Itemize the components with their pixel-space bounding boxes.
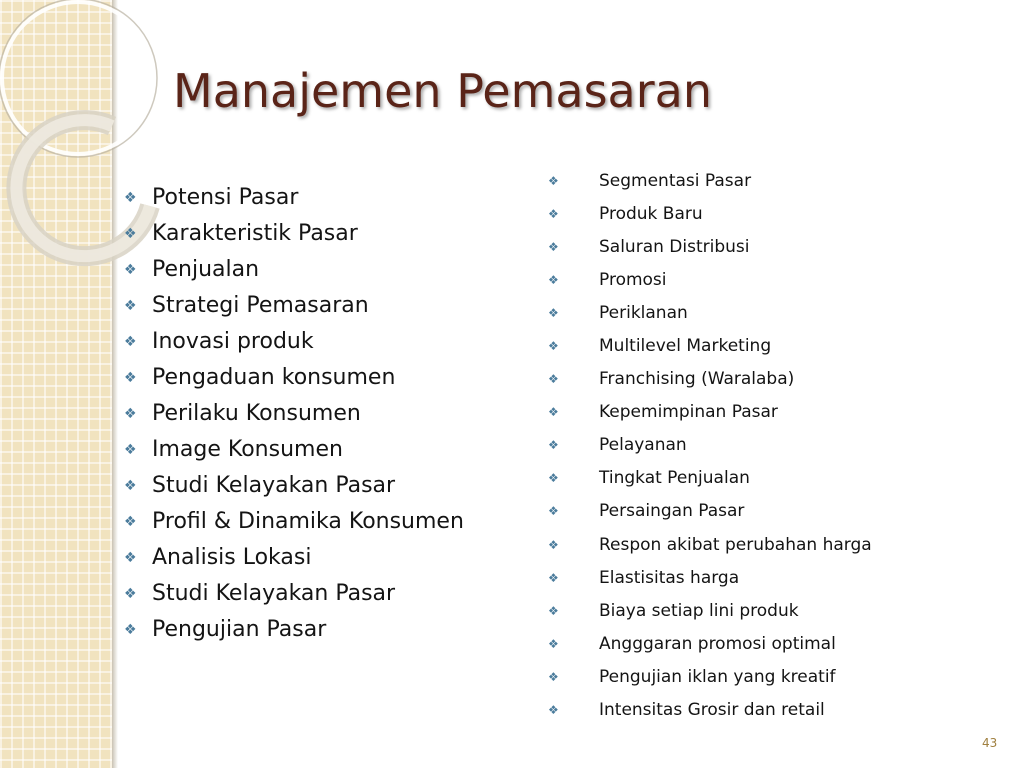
diamond-bullet-icon: ❖: [124, 226, 137, 242]
list-item-label: Promosi: [599, 269, 667, 290]
diamond-bullet-icon: ❖: [124, 514, 137, 530]
list-item-label: Persaingan Pasar: [599, 501, 745, 522]
diamond-bullet-icon: ❖: [124, 190, 137, 206]
list-item: [548, 329, 872, 362]
diamond-bullet-icon: ❖: [548, 504, 559, 519]
diamond-bullet-icon: ❖: [548, 405, 559, 420]
list-item-label: Tingkat Penjualan: [599, 468, 750, 489]
list-item: [548, 296, 872, 329]
list-item: [124, 396, 464, 432]
list-item: [124, 468, 464, 504]
list-item: [124, 324, 464, 360]
list-item-label: Produk Baru: [599, 203, 703, 224]
list-item: [548, 528, 872, 561]
list-item-label: Angggaran promosi optimal: [599, 633, 836, 654]
diamond-bullet-icon: ❖: [548, 703, 559, 718]
list-item: [548, 263, 872, 296]
list-item: [548, 594, 872, 627]
list-item: [124, 216, 464, 252]
diamond-bullet-icon: ❖: [548, 173, 559, 188]
list-item: [548, 627, 872, 660]
list-item-label: Saluran Distribusi: [599, 236, 750, 257]
list-item-label: Pengujian iklan yang kreatif: [599, 666, 836, 687]
diamond-bullet-icon: ❖: [548, 603, 559, 618]
list-item-label: Analisis Lokasi: [152, 545, 312, 570]
list-item-label: Inovasi produk: [152, 329, 314, 354]
list-item: [124, 252, 464, 288]
diamond-bullet-icon: ❖: [548, 372, 559, 387]
list-item-label: Image Konsumen: [152, 437, 343, 462]
list-item: [124, 612, 464, 648]
list-item: [124, 504, 464, 540]
diamond-bullet-icon: ❖: [124, 622, 137, 638]
page-number: 43: [982, 736, 998, 750]
diamond-bullet-icon: ❖: [124, 586, 137, 602]
diamond-bullet-icon: ❖: [548, 669, 559, 684]
list-item-label: Pelayanan: [599, 435, 687, 456]
diamond-bullet-icon: ❖: [548, 471, 559, 486]
list-item-label: Potensi Pasar: [152, 185, 299, 210]
list-item-label: Multilevel Marketing: [599, 336, 772, 357]
list-item-label: Segmentasi Pasar: [599, 170, 752, 191]
list-item-label: Respon akibat perubahan harga: [599, 534, 872, 555]
list-item: [124, 432, 464, 468]
list-item-label: Studi Kelayakan Pasar: [152, 473, 396, 498]
list-item: [124, 180, 464, 216]
list-item-label: Strategi Pemasaran: [152, 293, 369, 318]
list-item-label: Biaya setiap lini produk: [599, 600, 799, 621]
diamond-bullet-icon: ❖: [124, 370, 137, 386]
list-item: [548, 660, 872, 693]
diamond-bullet-icon: ❖: [124, 550, 137, 566]
list-item-label: Kepemimpinan Pasar: [599, 402, 778, 423]
list-item: [124, 576, 464, 612]
list-item-label: Karakteristik Pasar: [152, 221, 358, 246]
list-item: [548, 429, 872, 462]
diamond-bullet-icon: ❖: [124, 478, 137, 494]
list-item-label: Periklanan: [599, 302, 688, 323]
diamond-bullet-icon: ❖: [548, 339, 559, 354]
list-item: [548, 230, 872, 263]
list-item-label: Studi Kelayakan Pasar: [152, 581, 396, 606]
diamond-bullet-icon: ❖: [548, 570, 559, 585]
list-item-label: Pengaduan konsumen: [152, 365, 396, 390]
list-item: [548, 197, 872, 230]
diamond-bullet-icon: ❖: [124, 262, 137, 278]
diamond-bullet-icon: ❖: [548, 636, 559, 651]
list-item: [548, 164, 872, 197]
diamond-bullet-icon: ❖: [548, 272, 559, 287]
list-item: [548, 561, 872, 594]
left-bullet-list: [124, 180, 464, 648]
diamond-bullet-icon: ❖: [124, 406, 137, 422]
list-item: [124, 288, 464, 324]
list-item: [548, 396, 872, 429]
slide-title: Manajemen Pemasaran: [173, 64, 712, 118]
list-item: [548, 694, 872, 727]
list-item: [124, 360, 464, 396]
list-item: [124, 540, 464, 576]
list-item-label: Profil & Dinamika Konsumen: [152, 509, 464, 534]
diamond-bullet-icon: ❖: [548, 305, 559, 320]
diamond-bullet-icon: ❖: [548, 239, 559, 254]
diamond-bullet-icon: ❖: [124, 442, 137, 458]
list-item-label: Intensitas Grosir dan retail: [599, 700, 825, 721]
list-item-label: Elastisitas harga: [599, 567, 740, 588]
list-item-label: Perilaku Konsumen: [152, 401, 361, 426]
list-item-label: Pengujian Pasar: [152, 617, 327, 642]
diamond-bullet-icon: ❖: [548, 438, 559, 453]
list-item: [548, 462, 872, 495]
right-bullet-list: [548, 164, 872, 727]
list-item: [548, 363, 872, 396]
list-item: [548, 495, 872, 528]
diamond-bullet-icon: ❖: [548, 537, 559, 552]
list-item-label: Franchising (Waralaba): [599, 369, 795, 390]
diamond-bullet-icon: ❖: [548, 206, 559, 221]
diamond-bullet-icon: ❖: [124, 298, 137, 314]
list-item-label: Penjualan: [152, 257, 260, 282]
diamond-bullet-icon: ❖: [124, 334, 137, 350]
